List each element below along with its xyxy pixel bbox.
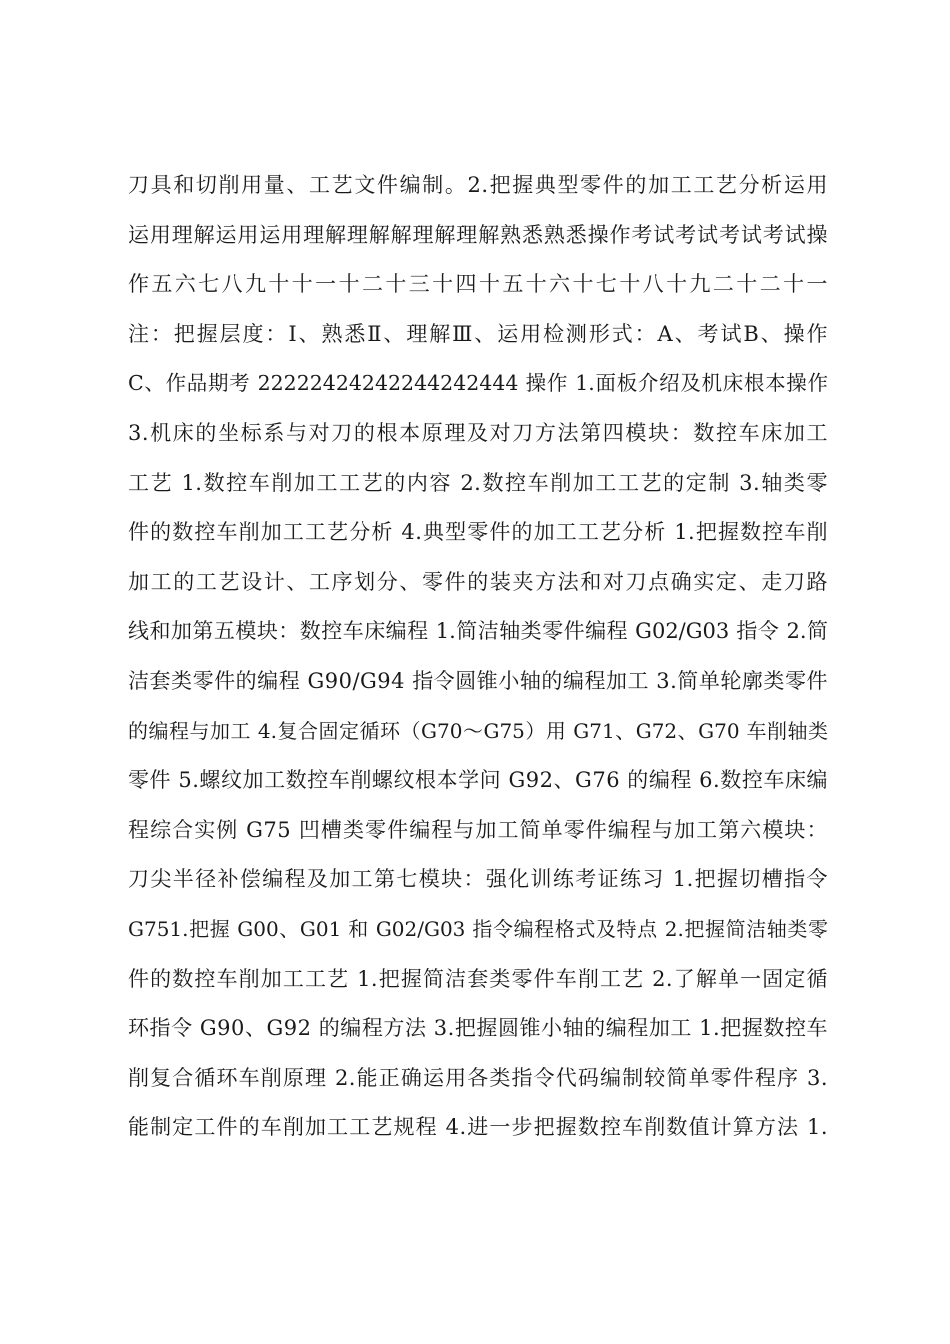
text-line-1: 刀具和切削用量、工艺文件编制。2.把握典型零件的加工工艺分析运用 bbox=[128, 173, 828, 197]
text-line-12: 的编程与加工 4.复合固定循环（G70～G75）用 G71、G72、G70 车削轴类 bbox=[128, 718, 828, 743]
text-line-9: 加工的工艺设计、工序划分、零件的装夹方法和对刀点确实定、走刀路 bbox=[128, 569, 828, 594]
text-line-3: 作五六七八九十十一十二十三十四十五十六十七十八十九二十二十一 bbox=[128, 272, 828, 297]
text-line-20: 能制定工件的车削加工工艺规程 4.进一步把握数控车削数值计算方法 1. bbox=[128, 1115, 828, 1140]
text-line-15: 刀尖半径补偿编程及加工第七模块：强化训练考证练习 1.把握切槽指令 bbox=[128, 867, 828, 892]
text-line-10: 线和加第五模块：数控车床编程 1.简洁轴类零件编程 G02/G03 指令 2.简 bbox=[128, 619, 828, 644]
text-line-2: 运用理解运用运用理解理解解理解理解熟悉熟悉操作考试考试考试考试操 bbox=[128, 222, 828, 247]
text-line-17: 件的数控车削加工工艺 1.把握简洁套类零件车削工艺 2.了解单一固定循 bbox=[128, 966, 828, 991]
body-text bbox=[128, 161, 828, 1153]
text-line-13: 零件 5.螺纹加工数控车削螺纹根本学问 G92、G76 的编程 6.数控车床编 bbox=[128, 768, 828, 793]
text-line-19: 削复合循环车削原理 2.能正确运用各类指令代码编制较简单零件程序 3. bbox=[128, 1065, 828, 1090]
text-line-14: 程综合实例 G75 凹槽类零件编程与加工简单零件编程与加工第六模块： bbox=[128, 817, 828, 842]
text-line-7: 工艺 1.数控车削加工工艺的内容 2.数控车削加工工艺的定制 3.轴类零 bbox=[128, 470, 828, 495]
text-line-4: 注：把握层度：Ⅰ、熟悉Ⅱ、理解Ⅲ、运用检测形式：A、考试B、操作 bbox=[128, 321, 828, 346]
text-line-16: G751.把握 G00、G01 和 G02/G03 指令编程格式及特点 2.把握简洁轴类零 bbox=[128, 916, 828, 941]
text-line-6: 3.机床的坐标系与对刀的根本原理及对刀方法第四模块：数控车床加工 bbox=[128, 420, 828, 445]
text-line-18: 环指令 G90、G92 的编程方法 3.把握圆锥小轴的编程加工 1.把握数控车 bbox=[128, 1016, 828, 1041]
text-line-11: 洁套类零件的编程 G90/G94 指令圆锥小轴的编程加工 3.简单轮廓类零件 bbox=[128, 668, 828, 693]
text-line-8: 件的数控车削加工工艺分析 4.典型零件的加工工艺分析 1.把握数控车削 bbox=[128, 520, 828, 545]
text-line-5: C、作品期考 22222424242244242444 操作 1.面板介绍及机床根本操作 bbox=[128, 371, 828, 396]
